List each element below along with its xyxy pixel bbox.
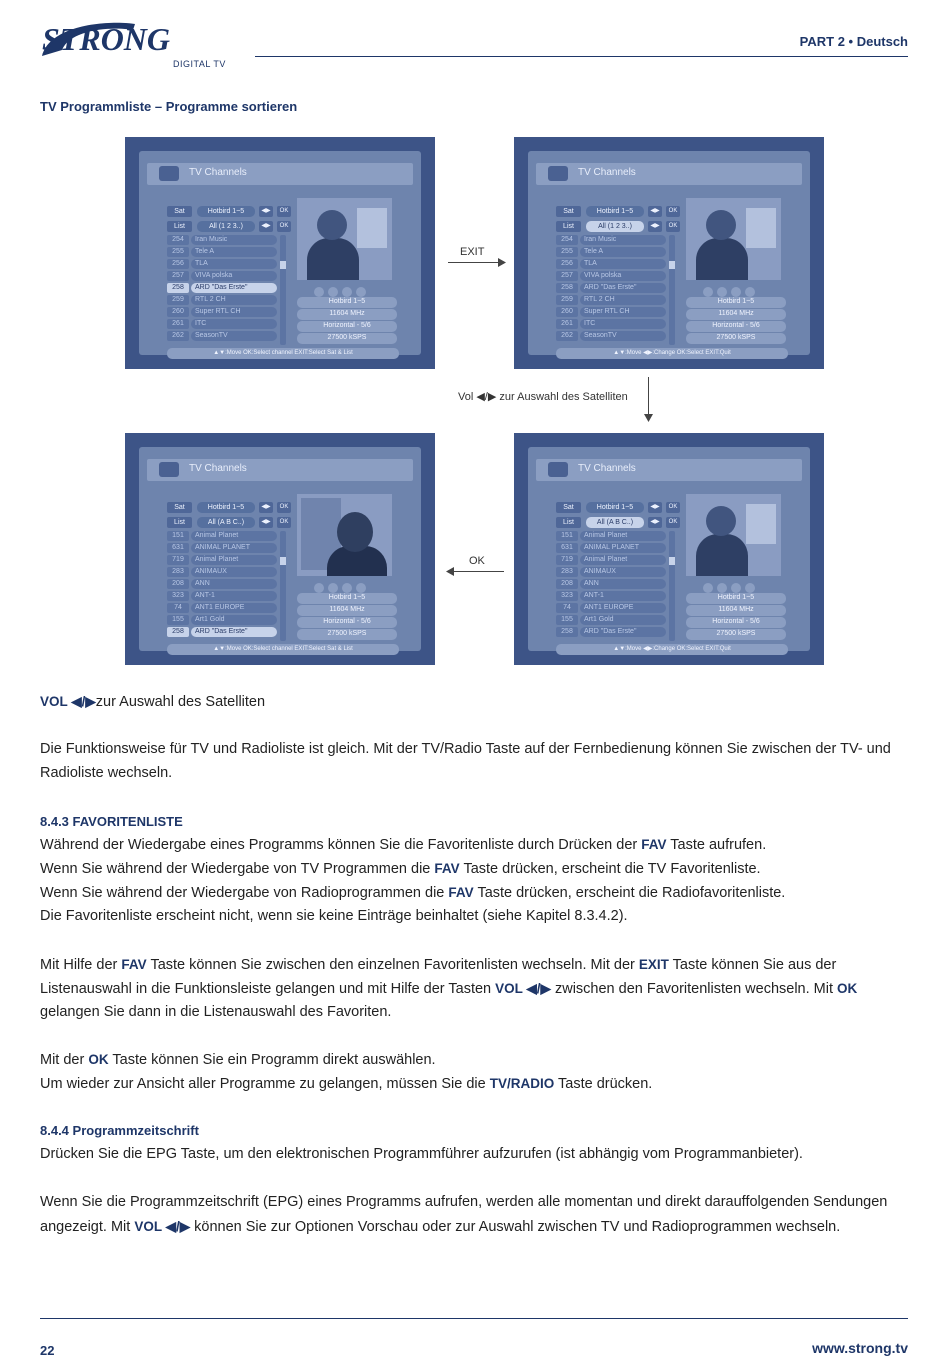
- channel-number: 261: [167, 319, 189, 329]
- channel-name: TLA: [580, 259, 666, 269]
- preview-background: [357, 208, 387, 248]
- channel-number: 262: [556, 331, 578, 341]
- list-value: All (1 2 3..): [586, 221, 644, 232]
- video-preview: [686, 198, 781, 280]
- channel-number: 151: [167, 531, 189, 541]
- tv-channels-screen: [514, 433, 824, 665]
- transponder-panel: [297, 593, 397, 641]
- channel-name: Iran Music: [580, 235, 666, 245]
- skip-icon: [356, 583, 366, 593]
- preview-background: [746, 504, 776, 544]
- channel-name: ITC: [580, 319, 666, 329]
- channel-row[interactable]: [167, 307, 277, 317]
- ok-icon: OK: [666, 221, 680, 232]
- help-bar: ▲▼:Move OK:Select channel EXIT:Select Sat & List: [167, 348, 399, 359]
- channel-name: VIVA polska: [191, 271, 277, 281]
- sat-value: Hotbird 1~5: [586, 206, 644, 217]
- channel-number: 256: [556, 259, 578, 269]
- sat-label: Sat: [556, 206, 581, 217]
- channel-number: 260: [556, 307, 578, 317]
- channel-number: 719: [167, 555, 189, 565]
- list-row[interactable]: [167, 517, 302, 528]
- arrowhead-left-icon: [446, 567, 454, 576]
- presenter-head: [706, 210, 736, 240]
- channel-row[interactable]: [167, 531, 277, 541]
- heart-icon: [703, 287, 713, 297]
- channel-number: 259: [556, 295, 578, 305]
- lock-icon: [342, 287, 352, 297]
- channel-number: 208: [556, 579, 578, 589]
- screen-panel: [528, 447, 810, 651]
- channel-name: SeasonTV: [580, 331, 666, 341]
- skip-icon: [745, 583, 755, 593]
- channel-number: 260: [167, 307, 189, 317]
- channel-number: 254: [167, 235, 189, 245]
- channel-row[interactable]: [556, 615, 666, 625]
- channel-name: Animal Planet: [191, 531, 277, 541]
- channel-name: Art1 Gold: [191, 615, 277, 625]
- screen-title: TV Channels: [578, 463, 636, 474]
- lock-icon: [731, 287, 741, 297]
- heading-favoritenliste: 8.4.3 FAVORITENLISTE: [40, 814, 183, 829]
- svg-text:STRONG: STRONG: [42, 21, 171, 57]
- channel-name: ANN: [191, 579, 277, 589]
- paragraph-line: Radioliste wechseln.: [40, 765, 173, 781]
- sat-value: Hotbird 1~5: [197, 502, 255, 513]
- channel-row[interactable]: [167, 247, 277, 257]
- presenter-head: [337, 512, 373, 552]
- channel-row[interactable]: [556, 331, 666, 341]
- screen-title: TV Channels: [189, 167, 247, 178]
- channel-name: VIVA polska: [580, 271, 666, 281]
- channel-row[interactable]: [556, 319, 666, 329]
- left-right-icon: ◀▶: [648, 221, 662, 232]
- channel-row[interactable]: [556, 603, 666, 613]
- ok-icon: OK: [277, 517, 291, 528]
- channel-name: ANIMAL PLANET: [191, 543, 277, 553]
- paragraph-line: Während der Wiedergabe eines Programms können Sie die Favoritenliste durch Drücken der FAV Taste aufrufen.: [40, 837, 767, 853]
- transponder-info: 27500 kSPS: [686, 629, 786, 640]
- transponder-info: Horizontal - 5/6: [686, 617, 786, 628]
- video-preview: [686, 494, 781, 576]
- transponder-panel: [686, 593, 786, 641]
- channel-name: Tele A: [580, 247, 666, 257]
- channel-number: 323: [167, 591, 189, 601]
- channel-number: 323: [556, 591, 578, 601]
- left-right-icon: ◀▶: [259, 502, 273, 513]
- channel-row[interactable]: [167, 295, 277, 305]
- channel-number: 257: [556, 271, 578, 281]
- channel-row[interactable]: [556, 579, 666, 589]
- list-value: All (A B C..): [586, 517, 644, 528]
- list-row[interactable]: [167, 221, 302, 232]
- transponder-info: 27500 kSPS: [297, 629, 397, 640]
- paragraph-line: Wenn Sie die Programmzeitschrift (EPG) eines Programms aufrufen, werden alle momentan und direkt darauffolgenden Sendungen: [40, 1194, 888, 1210]
- paragraph-line: Mit der OK Taste können Sie ein Programm direkt auswählen.: [40, 1052, 436, 1068]
- channel-row[interactable]: [556, 567, 666, 577]
- channel-name: Tele A: [191, 247, 277, 257]
- transponder-info: Hotbird 1~5: [297, 593, 397, 604]
- channel-number: 719: [556, 555, 578, 565]
- transponder-info: Hotbird 1~5: [686, 297, 786, 308]
- screen-titlebar: [147, 163, 413, 185]
- list-label: List: [556, 517, 581, 528]
- dollar-icon: [328, 583, 338, 593]
- sat-value: Hotbird 1~5: [586, 502, 644, 513]
- footer-rule: [40, 1318, 908, 1319]
- channel-number: 258: [167, 283, 189, 293]
- screen-panel: [528, 151, 810, 355]
- list-label: List: [556, 221, 581, 232]
- arrow-left: [448, 571, 504, 572]
- dollar-icon: [717, 583, 727, 593]
- screen-title: TV Channels: [578, 167, 636, 178]
- video-preview: [297, 494, 392, 576]
- channel-row[interactable]: [556, 531, 666, 541]
- tv-channels-screen: [514, 137, 824, 369]
- sat-row[interactable]: [556, 206, 691, 217]
- presenter-body: [307, 238, 359, 280]
- channel-row[interactable]: [167, 319, 277, 329]
- channel-row[interactable]: [556, 307, 666, 317]
- transponder-info: 27500 kSPS: [686, 333, 786, 344]
- channel-name: ARD "Das Erste": [191, 283, 277, 293]
- heart-icon: [314, 583, 324, 593]
- screen-panel: [139, 447, 421, 651]
- channel-row[interactable]: [167, 603, 277, 613]
- list-label: List: [167, 517, 192, 528]
- channel-number: 262: [167, 331, 189, 341]
- heading-programmzeitschrift: 8.4.4 Programmzeitschrift: [40, 1123, 199, 1138]
- paragraph-line: Listenauswahl in die Funktionsleiste gelangen und mit Hilfe der Tasten VOL ◀/▶ zwischen den Favoritenlisten wechseln. Mit OK: [40, 981, 858, 997]
- sat-row[interactable]: [556, 502, 691, 513]
- channel-row[interactable]: [167, 283, 277, 293]
- transponder-info: Hotbird 1~5: [686, 593, 786, 604]
- channel-row[interactable]: [556, 543, 666, 553]
- channel-name: ANIMAUX: [580, 567, 666, 577]
- transponder-panel: [297, 297, 397, 345]
- sat-label: Sat: [556, 502, 581, 513]
- paragraph-line: Mit Hilfe der FAV Taste können Sie zwischen den einzelnen Favoritenlisten wechseln. Mit der EXIT Taste können Sie aus der: [40, 957, 837, 973]
- channel-number: 255: [167, 247, 189, 257]
- presenter-body: [696, 238, 748, 280]
- channel-number: 258: [556, 283, 578, 293]
- scroll-thumb[interactable]: [280, 261, 286, 269]
- screen-panel: [139, 151, 421, 355]
- channel-list: [556, 531, 666, 639]
- channel-row[interactable]: [167, 331, 277, 341]
- channel-row[interactable]: [167, 579, 277, 589]
- channel-number: 261: [556, 319, 578, 329]
- screen-titlebar: [147, 459, 413, 481]
- channel-number: 631: [167, 543, 189, 553]
- screen-title: TV Channels: [189, 463, 247, 474]
- heart-icon: [703, 583, 713, 593]
- dollar-icon: [717, 287, 727, 297]
- ok-icon: OK: [277, 206, 291, 217]
- channel-list: [556, 235, 666, 343]
- list-value: All (1 2 3..): [197, 221, 255, 232]
- scroll-thumb[interactable]: [669, 557, 675, 565]
- sat-value: Hotbird 1~5: [197, 206, 255, 217]
- channel-list: [167, 235, 277, 343]
- presenter-body: [696, 534, 748, 576]
- screen-titlebar: [536, 459, 802, 481]
- tv-icon: [548, 462, 568, 477]
- transponder-info: 11604 MHz: [297, 605, 397, 616]
- channel-row[interactable]: [167, 259, 277, 269]
- channel-name: ARD "Das Erste": [580, 283, 666, 293]
- channel-name: ANT1 EUROPE: [580, 603, 666, 613]
- paragraph-line: Um wieder zur Ansicht aller Programme zu gelangen, müssen Sie die TV/RADIO Taste drücken.: [40, 1076, 653, 1092]
- presenter-head: [317, 210, 347, 240]
- transponder-panel: [686, 297, 786, 345]
- list-label: List: [167, 221, 192, 232]
- paragraph-line: Die Favoritenliste erscheint nicht, wenn sie keine Einträge beinhaltet (siehe Kapitel 8.3.4.2).: [40, 908, 628, 924]
- website-link[interactable]: www.strong.tv: [812, 1340, 908, 1356]
- paragraph-line: gelangen Sie dann in die Listenauswahl des Favoriten.: [40, 1004, 392, 1020]
- left-right-icon: ◀▶: [259, 206, 273, 217]
- channel-number: 255: [556, 247, 578, 257]
- channel-name: RTL 2 CH: [580, 295, 666, 305]
- channel-row[interactable]: [556, 591, 666, 601]
- channel-row[interactable]: [556, 555, 666, 565]
- channel-row[interactable]: [167, 543, 277, 553]
- help-bar: ▲▼:Move ◀▶:Change OK:Select EXIT:Quit: [556, 644, 788, 655]
- channel-row[interactable]: [556, 295, 666, 305]
- channel-name: SeasonTV: [191, 331, 277, 341]
- channel-name: Super RTL CH: [191, 307, 277, 317]
- list-row[interactable]: [556, 517, 691, 528]
- heart-icon: [314, 287, 324, 297]
- channel-name: ANIMAL PLANET: [580, 543, 666, 553]
- channel-name: Animal Planet: [580, 555, 666, 565]
- scroll-thumb[interactable]: [280, 557, 286, 565]
- channel-number: 256: [167, 259, 189, 269]
- channel-number: 283: [556, 567, 578, 577]
- help-bar: ▲▼:Move ◀▶:Change OK:Select EXIT:Quit: [556, 348, 788, 359]
- ok-icon: OK: [277, 221, 291, 232]
- channel-row[interactable]: [167, 235, 277, 245]
- transponder-info: Horizontal - 5/6: [297, 617, 397, 628]
- vol-label: Vol ◀/▶ zur Auswahl des Satelliten: [458, 391, 628, 403]
- channel-number: 208: [167, 579, 189, 589]
- arrowhead-down-icon: [644, 414, 653, 422]
- ok-icon: OK: [666, 502, 680, 513]
- channel-name: Animal Planet: [580, 531, 666, 541]
- channel-number: 259: [167, 295, 189, 305]
- preview-background: [746, 208, 776, 248]
- list-row[interactable]: [556, 221, 691, 232]
- channel-name: RTL 2 CH: [191, 295, 277, 305]
- channel-row[interactable]: [167, 555, 277, 565]
- tv-icon: [159, 166, 179, 181]
- left-right-icon: ◀▶: [648, 502, 662, 513]
- vol-line: VOL ◀/▶zur Auswahl des Satelliten: [40, 694, 266, 710]
- tv-icon: [548, 166, 568, 181]
- presenter-head: [706, 506, 736, 536]
- channel-row[interactable]: [167, 591, 277, 601]
- channel-name: Iran Music: [191, 235, 277, 245]
- part-label: PART 2 • Deutsch: [799, 34, 908, 49]
- transponder-info: Horizontal - 5/6: [686, 321, 786, 332]
- channel-number: 257: [167, 271, 189, 281]
- channel-name: ANT-1: [580, 591, 666, 601]
- paragraph-line: angezeigt. Mit VOL ◀/▶ können Sie zur Optionen Vorschau oder zur Auswahl zwischen TV und Radioprogrammen wechseln.: [40, 1219, 841, 1235]
- channel-row[interactable]: [167, 567, 277, 577]
- scrollbar[interactable]: [280, 531, 286, 641]
- scrollbar[interactable]: [669, 531, 675, 641]
- channel-name: Art1 Gold: [580, 615, 666, 625]
- tv-icon: [159, 462, 179, 477]
- channel-name: ANT-1: [191, 591, 277, 601]
- tv-channels-screen: [125, 433, 435, 665]
- channel-number: 155: [167, 615, 189, 625]
- sat-label: Sat: [167, 206, 192, 217]
- channel-row[interactable]: [556, 283, 666, 293]
- channel-row[interactable]: [167, 627, 277, 637]
- scrollbar[interactable]: [669, 235, 675, 345]
- channel-name: Animal Planet: [191, 555, 277, 565]
- tv-channels-screen: [125, 137, 435, 369]
- channel-number: 283: [167, 567, 189, 577]
- skip-icon: [745, 287, 755, 297]
- left-right-icon: ◀▶: [648, 206, 662, 217]
- transponder-info: 27500 kSPS: [297, 333, 397, 344]
- ok-label: OK: [469, 555, 485, 567]
- channel-row[interactable]: [167, 615, 277, 625]
- paragraph-line: Drücken Sie die EPG Taste, um den elektronischen Programmführer aufzurufen (ist abhängig vom Programmanbieter).: [40, 1146, 803, 1162]
- left-right-icon: ◀▶: [648, 517, 662, 528]
- screen-titlebar: [536, 163, 802, 185]
- transponder-info: 11604 MHz: [686, 605, 786, 616]
- channel-row[interactable]: [167, 271, 277, 281]
- channel-number: 631: [556, 543, 578, 553]
- sat-label: Sat: [167, 502, 192, 513]
- channel-row[interactable]: [556, 627, 666, 637]
- dollar-icon: [328, 287, 338, 297]
- header-rule: [255, 56, 908, 57]
- paragraph-line: Die Funktionsweise für TV und Radioliste ist gleich. Mit der TV/Radio Taste auf der Fernbedienung können Sie zwischen der TV- und: [40, 741, 891, 757]
- channel-number: 151: [556, 531, 578, 541]
- skip-icon: [356, 287, 366, 297]
- ok-icon: OK: [277, 502, 291, 513]
- channel-number: 155: [556, 615, 578, 625]
- channel-row[interactable]: [556, 271, 666, 281]
- list-value: All (A B C..): [197, 517, 255, 528]
- ok-icon: OK: [666, 517, 680, 528]
- arrow-down: [648, 377, 649, 417]
- lock-icon: [342, 583, 352, 593]
- channel-name: ARD "Das Erste": [191, 627, 277, 637]
- paragraph-line: Wenn Sie während der Wiedergabe von Radioprogrammen die FAV Taste drücken, erscheint die Radiofavoritenliste.: [40, 885, 786, 901]
- channel-number: 258: [167, 627, 189, 637]
- channel-name: ANT1 EUROPE: [191, 603, 277, 613]
- channel-name: ANN: [580, 579, 666, 589]
- exit-label: EXIT: [460, 246, 485, 258]
- channel-name: TLA: [191, 259, 277, 269]
- left-right-icon: ◀▶: [259, 221, 273, 232]
- channel-number: 74: [167, 603, 189, 613]
- ok-icon: OK: [666, 206, 680, 217]
- channel-number: 74: [556, 603, 578, 613]
- channel-name: ANIMAUX: [191, 567, 277, 577]
- sat-row[interactable]: [167, 502, 302, 513]
- channel-row[interactable]: [556, 235, 666, 245]
- arrowhead-right-icon: [498, 258, 506, 267]
- transponder-info: Horizontal - 5/6: [297, 321, 397, 332]
- channel-name: ARD "Das Erste": [580, 627, 666, 637]
- arrow-right: [448, 262, 504, 263]
- scroll-thumb[interactable]: [669, 261, 675, 269]
- transponder-info: 11604 MHz: [686, 309, 786, 320]
- page-number: 22: [40, 1343, 55, 1358]
- channel-number: 254: [556, 235, 578, 245]
- channel-row[interactable]: [556, 259, 666, 269]
- channel-number: 258: [556, 627, 578, 637]
- channel-row[interactable]: [556, 247, 666, 257]
- channel-name: Super RTL CH: [580, 307, 666, 317]
- channel-name: ITC: [191, 319, 277, 329]
- scrollbar[interactable]: [280, 235, 286, 345]
- channel-list: [167, 531, 277, 639]
- transponder-info: Hotbird 1~5: [297, 297, 397, 308]
- sat-row[interactable]: [167, 206, 302, 217]
- logo-subtitle: DIGITAL TV: [173, 59, 226, 69]
- lock-icon: [731, 583, 741, 593]
- left-right-icon: ◀▶: [259, 517, 273, 528]
- transponder-info: 11604 MHz: [297, 309, 397, 320]
- video-preview: [297, 198, 392, 280]
- section-title: TV Programmliste – Programme sortieren: [40, 99, 298, 114]
- help-bar: ▲▼:Move OK:Select channel EXIT:Select Sat & List: [167, 644, 399, 655]
- paragraph-line: Wenn Sie während der Wiedergabe von TV Programmen die FAV Taste drücken, erscheint die TV Favoritenliste.: [40, 861, 761, 877]
